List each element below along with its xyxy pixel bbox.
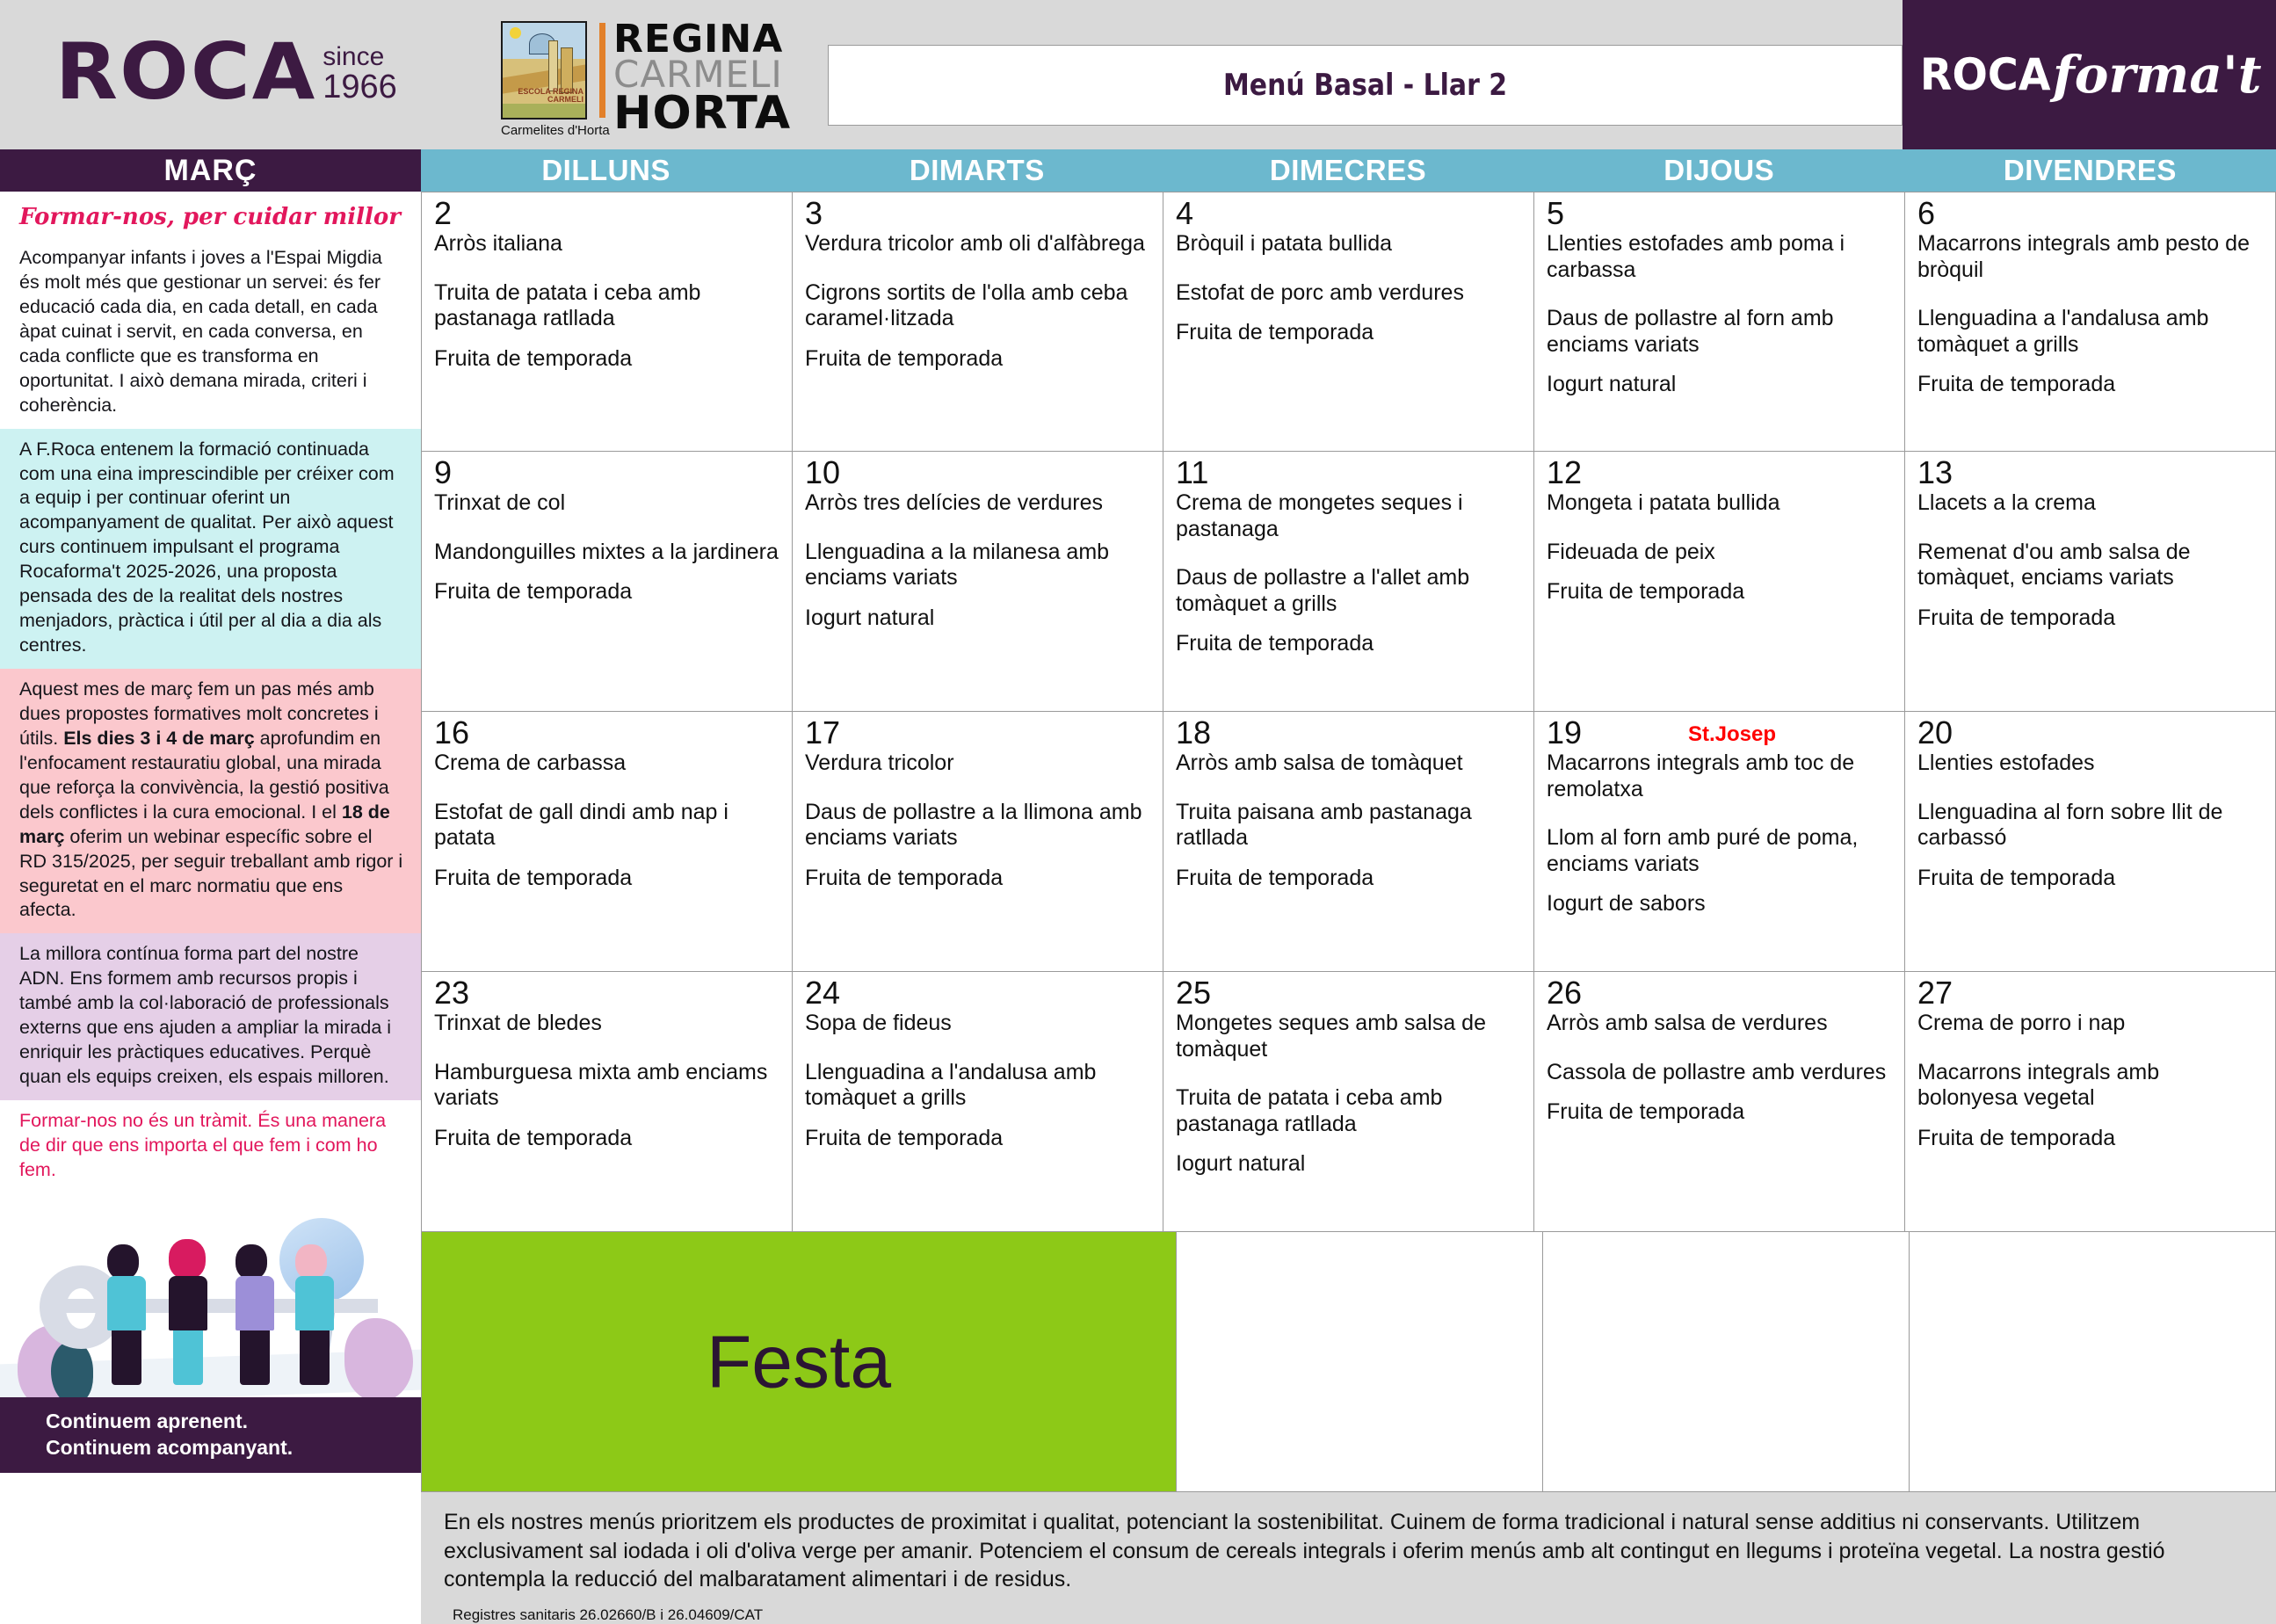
footer-registry: Registres sanitaris 26.02660/B i 26.04609/CAT	[453, 1606, 764, 1623]
dish-dessert: Fruita de temporada	[1917, 605, 2116, 630]
dish-first: Verdura tricolor amb oli d'alfàbrega	[805, 231, 1145, 256]
day-number: 18	[1176, 714, 1212, 750]
day-number: 4	[1176, 195, 1194, 231]
sun-icon	[510, 27, 521, 39]
dish-first: Mongetes seques amb salsa de tomàquet	[1176, 1011, 1486, 1062]
dish-dessert: Iogurt natural	[1176, 1151, 1306, 1176]
sidebar	[0, 149, 421, 1624]
school-art-text: ESCOLA REGINA CARMELI	[518, 87, 583, 104]
day-cell[interactable]	[1534, 192, 1905, 452]
festa-label: Festa	[706, 1320, 892, 1403]
day-cell[interactable]	[1905, 712, 2276, 972]
logo-divider	[599, 23, 605, 118]
day-cell[interactable]	[421, 452, 793, 712]
calendar-week-row	[421, 712, 2276, 972]
day-number: 24	[805, 975, 841, 1011]
roca-wordmark: ROCA	[54, 26, 317, 117]
roca-since-year: 1966	[323, 69, 397, 106]
month-header: MARÇ	[0, 149, 421, 192]
dish-second: Llenguadina al forn sobre llit de carbassó	[1917, 799, 2223, 850]
day-cell[interactable]	[421, 972, 793, 1232]
dish-dessert: Fruita de temporada	[805, 865, 1004, 890]
dish-first: Arròs amb salsa de tomàquet	[1176, 750, 1463, 775]
day-cell[interactable]	[421, 192, 793, 452]
rocaformat-format-text: forma't	[2052, 45, 2262, 105]
dish-dessert: Fruita de temporada	[1917, 372, 2116, 396]
weekday-dijous: DIJOUS	[1534, 149, 1905, 192]
roca-logo	[54, 26, 397, 117]
dish-second: Truita de patata i ceba amb pastanaga ratllada	[1176, 1085, 1443, 1136]
footer	[421, 1492, 2276, 1624]
dish-dessert: Fruita de temporada	[434, 345, 633, 371]
school-wordmark	[613, 17, 792, 140]
dish-second: Cassola de pollastre amb verdures	[1547, 1059, 1887, 1084]
dish-second: Daus de pollastre al forn amb enciams variats	[1547, 306, 1834, 357]
rocaformat-logo-panel	[1903, 0, 2276, 149]
dish-dessert: Fruita de temporada	[1176, 320, 1374, 344]
dish-dessert: Fruita de temporada	[1176, 865, 1374, 890]
dish-dessert: Fruita de temporada	[1547, 579, 1745, 604]
day-cell[interactable]	[1163, 452, 1534, 712]
school-name-line3: HORTA	[613, 86, 792, 140]
day-number: 23	[434, 975, 470, 1011]
sidebar-footer-line2: Continuem acompanyant.	[46, 1435, 294, 1459]
calendar-week-row	[421, 192, 2276, 452]
sidebar-footer-line1: Continuem aprenent.	[46, 1410, 249, 1433]
day-cell[interactable]	[1534, 452, 1905, 712]
dish-first: Arròs italiana	[434, 231, 562, 256]
school-illustration-icon	[501, 21, 587, 120]
day-number: 11	[1176, 454, 1209, 490]
dish-second: Cigrons sortits de l'olla amb ceba caramel·litzada	[805, 279, 1128, 330]
empty-cell	[1543, 1232, 1910, 1492]
tower-icon	[548, 40, 558, 91]
dish-first: Verdura tricolor	[805, 750, 954, 775]
day-number: 9	[434, 454, 453, 490]
school-name-line2: CARMELI	[613, 53, 783, 97]
day-cell[interactable]	[1905, 972, 2276, 1232]
sidebar-paragraph-3: Aquest mes de març fem un pas més amb dues propostes formatives molt concretes i útils. Els dies 3 i 4 de març aprofundim en l'enfocament restauratiu global, una mirada que reforça la convivència, la gestió positiva dels conflictes i la cura emocional. I el 18 de març oferim un webinar específic sobre el RD 315/2025, per seguir treballant amb rigor i seguretat en el marc normatiu que ens afecta.	[0, 669, 421, 933]
school-caption: Carmelites d'Horta	[501, 123, 610, 138]
dish-dessert: Fruita de temporada	[434, 1125, 633, 1150]
person-icon-4	[295, 1244, 334, 1385]
dish-second: Estofat de gall dindi amb nap i patata	[434, 799, 728, 850]
dish-second: Llenguadina a l'andalusa amb tomàquet a grills	[1917, 306, 2209, 357]
weekday-header-row	[421, 149, 2276, 192]
dish-first: Trinxat de bledes	[434, 1011, 602, 1035]
dish-dessert: Fruita de temporada	[805, 345, 1004, 371]
day-cell[interactable]	[793, 972, 1163, 1232]
day-number: 26	[1547, 975, 1583, 1011]
dish-second: Mandonguilles mixtes a la jardinera	[434, 539, 779, 564]
day-number: 6	[1917, 195, 1936, 231]
dish-dessert: Fruita de temporada	[434, 865, 633, 890]
day-number: 20	[1917, 714, 1953, 750]
sidebar-footer	[0, 1397, 421, 1473]
dish-second: Llenguadina a l'andalusa amb tomàquet a grills	[805, 1059, 1097, 1110]
dish-dessert: Iogurt de sabors	[1547, 891, 1706, 916]
day-cell[interactable]	[1163, 712, 1534, 972]
day-number: 12	[1547, 454, 1583, 490]
roca-since-block	[323, 43, 397, 105]
dish-second: Llenguadina a la milanesa amb enciams variats	[805, 539, 1110, 590]
sidebar-paragraph-4: La millora contínua forma part del nostre ADN. Ens formem amb recursos propis i també amb la col·laboració de professionals externs que ens ajuden a ampliar la mirada i enriquir les pràctiques educatives. Perquè quan els equips creixen, els espais milloren.	[0, 933, 421, 1100]
calendar-week-row	[421, 452, 2276, 712]
dish-first: Bròquil i patata bullida	[1176, 231, 1392, 256]
dish-dessert: Fruita de temporada	[434, 579, 633, 604]
day-cell[interactable]	[421, 712, 793, 972]
roca-since-label: since	[323, 41, 385, 71]
calendar-week-row	[421, 972, 2276, 1232]
weekday-divendres: DIVENDRES	[1905, 149, 2276, 192]
person-icon-2	[169, 1239, 207, 1385]
plant-blob-icon-2	[51, 1341, 93, 1397]
calendar-body	[421, 192, 2276, 1492]
dish-first: Llenties estofades	[1917, 750, 2095, 775]
dish-dessert: Iogurt natural	[805, 605, 935, 630]
day-number: 2	[434, 195, 453, 231]
weekday-dimecres: DIMECRES	[1163, 149, 1533, 192]
day-number: 27	[1917, 975, 1953, 1011]
dish-second: Fideuada de peix	[1547, 539, 1715, 564]
regina-carmeli-logo	[501, 17, 792, 140]
dish-second: Daus de pollastre a l'allet amb tomàquet a grills	[1176, 565, 1470, 616]
dish-first: Mongeta i patata bullida	[1547, 490, 1780, 515]
day-cell[interactable]	[793, 452, 1163, 712]
dish-second: Truita paisana amb pastanaga ratllada	[1176, 799, 1472, 850]
dish-dessert: Fruita de temporada	[1917, 865, 2116, 890]
sidebar-paragraph-5: Formar-nos no és un tràmit. És una manera de dir que ens importa el que fem i com ho fem.	[0, 1100, 421, 1193]
menu-title-box	[828, 45, 1903, 126]
day-number: 16	[434, 714, 470, 750]
day-number: 5	[1547, 195, 1565, 231]
empty-cell	[1177, 1232, 1543, 1492]
teamwork-illustration-icon	[0, 1193, 421, 1397]
day-cell[interactable]	[1163, 192, 1534, 452]
dish-first: Llenties estofades amb poma i carbassa	[1547, 231, 1845, 282]
festa-cell	[421, 1232, 1177, 1492]
dish-second: Macarrons integrals amb bolonyesa vegetal	[1917, 1059, 2160, 1110]
dish-dessert: Fruita de temporada	[1547, 1099, 1745, 1124]
day-cell[interactable]	[1534, 712, 1905, 972]
sidebar-heading: Formar-nos, per cuidar millor	[19, 204, 401, 230]
top-bar	[0, 0, 2276, 149]
dish-second: Llom al forn amb puré de poma, enciams variats	[1547, 825, 1859, 876]
day-number: 19	[1547, 714, 1583, 750]
day-number: 3	[805, 195, 823, 231]
holiday-badge: St.Josep	[1688, 722, 1777, 746]
dish-second: Truita de patata i ceba amb pastanaga ratllada	[434, 279, 701, 330]
day-number: 25	[1176, 975, 1212, 1011]
dish-first: Sopa de fideus	[805, 1011, 952, 1035]
menu-calendar	[421, 149, 2276, 1492]
dish-dessert: Fruita de temporada	[1176, 631, 1374, 656]
day-cell[interactable]	[793, 712, 1163, 972]
dish-first: Trinxat de col	[434, 490, 566, 515]
day-number: 10	[805, 454, 841, 490]
dish-first: Crema de mongetes seques i pastanaga	[1176, 490, 1463, 541]
dish-dessert: Iogurt natural	[1547, 372, 1677, 396]
day-number: 13	[1917, 454, 1953, 490]
day-cell[interactable]	[793, 192, 1163, 452]
dish-first: Arròs amb salsa de verdures	[1547, 1011, 1828, 1035]
dish-second: Hamburguesa mixta amb enciams variats	[434, 1059, 768, 1110]
dish-second: Daus de pollastre a la llimona amb enciams variats	[805, 799, 1142, 850]
dish-second: Remenat d'ou amb salsa de tomàquet, enciams variats	[1917, 539, 2191, 590]
sidebar-paragraph-2: A F.Roca entenem la formació continuada com una eina imprescindible per créixer com a equip i per continuar oferint un acompanyament de qualitat. Per això aquest curs continuem impulsant el programa Rocaforma't 2025-2026, una proposta pensada des de la realitat dels nostres menjadors, pràctica i útil per al dia a dia als centres.	[0, 429, 421, 669]
person-icon-1	[107, 1244, 146, 1385]
dish-second: Estofat de porc amb verdures	[1176, 279, 1464, 305]
dish-dessert: Fruita de temporada	[805, 1125, 1004, 1150]
footer-note: En els nostres menús prioritzem els productes de proximitat i qualitat, potenciant la sostenibilitat. Cuinem de forma tradicional i natural sense additius ni conservants. Utilitzem exclusivament sal iodada i oli d'oliva verge per amanir. Potenciem el consum de cereals integrals i oferim menús amb alt contingut en llegums i proteïna vegetal. La nostra gestió contempla la reducció del malbaratament alimentari i de residus.	[444, 1510, 2165, 1591]
dish-first: Llacets a la crema	[1917, 490, 2096, 515]
dish-first: Arròs tres delícies de verdures	[805, 490, 1104, 515]
school-name-line1: REGINA	[613, 17, 784, 62]
plant-blob-icon-3	[344, 1318, 413, 1397]
person-icon-3	[236, 1244, 274, 1385]
day-cell[interactable]	[1163, 972, 1534, 1232]
sidebar-paragraph-1: Acompanyar infants i joves a l'Espai Migdia és molt més que gestionar un servei: és fer educació cada dia, en cada detall, en cada àpat cuinat i servit, en cada conversa, en cada conflicte que es transforma en oportunitat. I això demana mirada, criteri i coherència.	[0, 237, 421, 429]
dish-first: Crema de porro i nap	[1917, 1011, 2126, 1035]
page-title: Menú Basal - Llar 2	[1222, 68, 1508, 103]
dish-dessert: Fruita de temporada	[1917, 1125, 2116, 1150]
weekday-dimarts: DIMARTS	[792, 149, 1163, 192]
rocaformat-logo	[1917, 45, 2261, 105]
weekday-dilluns: DILLUNS	[421, 149, 792, 192]
day-cell[interactable]	[1534, 972, 1905, 1232]
day-cell[interactable]	[1905, 192, 2276, 452]
grass-shape	[503, 104, 585, 118]
rocaformat-roca-text: ROCA	[1920, 49, 2051, 100]
empty-cell	[1910, 1232, 2276, 1492]
day-cell[interactable]	[1905, 452, 2276, 712]
day-number: 17	[805, 714, 841, 750]
calendar-festa-row	[421, 1232, 2276, 1492]
dish-first: Crema de carbassa	[434, 750, 627, 775]
dish-first: Macarrons integrals amb toc de remolatxa	[1547, 750, 1855, 801]
dish-first: Macarrons integrals amb pesto de bròquil	[1917, 231, 2250, 282]
